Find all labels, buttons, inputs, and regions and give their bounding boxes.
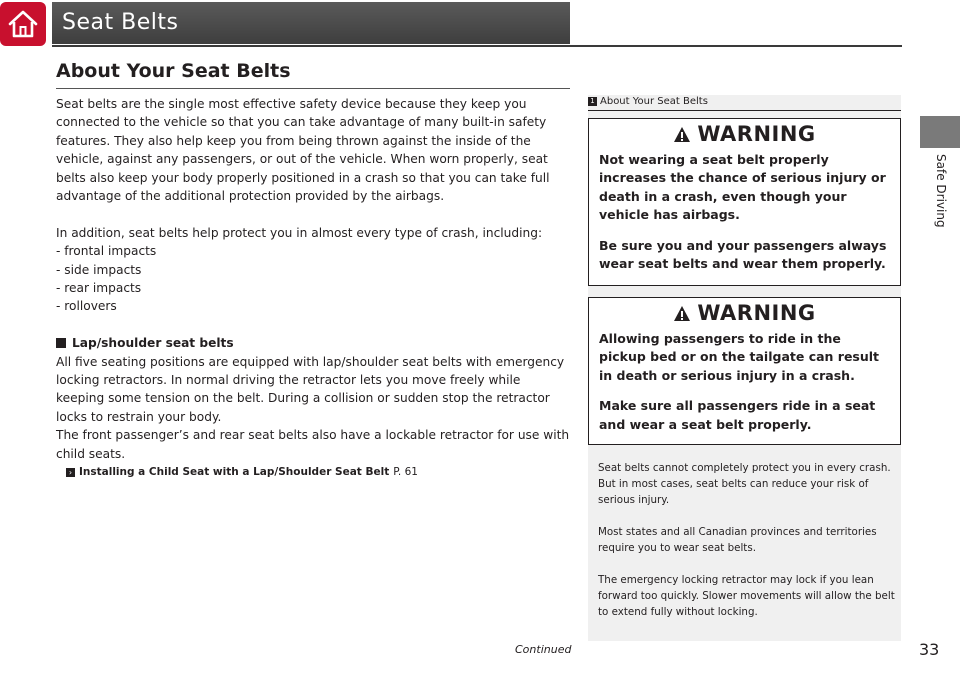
warning-box <box>588 118 901 286</box>
xref-title: Installing a Child Seat with a Lap/Shoulder Seat Belt <box>79 466 390 479</box>
note-paragraph: Most states and all Canadian provinces and territories require you to wear seat belts. <box>598 526 877 554</box>
list-intro: In addition, seat belts help protect you in almost every type of crash, including: <box>56 225 543 240</box>
page-title: Seat Belts <box>62 10 179 35</box>
list-item: - rollovers <box>56 299 117 314</box>
warning-paragraph: Not wearing a seat belt properly increases the chance of serious injury or death in a crash, even though your vehicle has airbags. <box>599 152 886 223</box>
notes-header <box>588 96 901 107</box>
home-button[interactable] <box>0 2 46 46</box>
arrow-right-icon: › <box>66 468 75 477</box>
warning-header <box>589 298 900 328</box>
warning-paragraph: Allowing passengers to ride in the pickup bed or on the tailgate can result in death or serious injury in a crash. <box>599 331 880 383</box>
subheading-text: Lap/shoulder seat belts <box>72 336 234 351</box>
list-item: - side impacts <box>56 262 142 277</box>
title-bar <box>52 2 570 44</box>
warning-text <box>589 328 900 442</box>
section-divider <box>56 88 570 89</box>
notes-divider <box>588 110 901 111</box>
main-content <box>56 95 572 479</box>
list-item: - rear impacts <box>56 281 142 296</box>
note-paragraph: Seat belts cannot completely protect you in every crash. But in most cases, seat belts can reduce your risk of serious injury. <box>598 462 891 506</box>
subsection-paragraph: The front passenger’s and rear seat belts also have a lockable retractor for use with child seats. <box>56 428 570 461</box>
subsection-paragraph: All five seating positions are equipped with lap/shoulder seat belts with emergency locking retractors. In normal driving the retractor lets you move freely while keeping some tension on the belt. During a collision or sudden stop the retractor locks to restrain your body. <box>56 354 565 424</box>
warning-triangle-icon <box>673 126 691 143</box>
warning-label: WARNING <box>697 301 816 325</box>
chapter-label-wrap <box>930 154 950 274</box>
chapter-label: Safe Driving <box>934 154 948 228</box>
notes-header-label: About Your Seat Belts <box>600 96 708 107</box>
page-number: 33 <box>919 640 940 659</box>
warning-paragraph: Be sure you and your passengers always wear seat belts and wear them properly. <box>599 237 887 272</box>
square-bullet-icon <box>56 338 66 348</box>
xref-page: P. 61 <box>393 466 418 479</box>
list-item: - frontal impacts <box>56 244 157 259</box>
home-icon <box>6 7 40 41</box>
warning-text <box>589 149 900 281</box>
notes-text <box>598 460 896 636</box>
warning-triangle-icon <box>673 305 691 322</box>
note-number: 1 <box>588 97 597 106</box>
impact-list <box>56 224 572 316</box>
chapter-tab[interactable] <box>920 116 960 148</box>
warning-header <box>589 119 900 149</box>
cross-reference-link[interactable] <box>66 465 572 479</box>
continued-label: Continued <box>515 643 572 656</box>
warning-box <box>588 297 901 445</box>
warning-label: WARNING <box>697 122 816 146</box>
subheading <box>56 334 572 352</box>
section-title: About Your Seat Belts <box>56 60 291 82</box>
intro-paragraph: Seat belts are the single most effective safety device because they keep you connected to the vehicle so that you can take advantage of many built-in safety features. They also help keep you from being thrown against the inside of the vehicle, against any passengers, or out of the vehicle. When worn properly, seat belts also keep your body properly positioned in a crash so that you can take full advantage of the additional protection provided by the airbags. <box>56 97 550 204</box>
warning-paragraph: Make sure all passengers ride in a seat and wear a seat belt properly. <box>599 398 876 432</box>
note-paragraph: The emergency locking retractor may lock if you lean forward too quickly. Slower movements will allow the belt to extend fully without locking. <box>598 574 895 618</box>
header-divider <box>52 45 902 47</box>
